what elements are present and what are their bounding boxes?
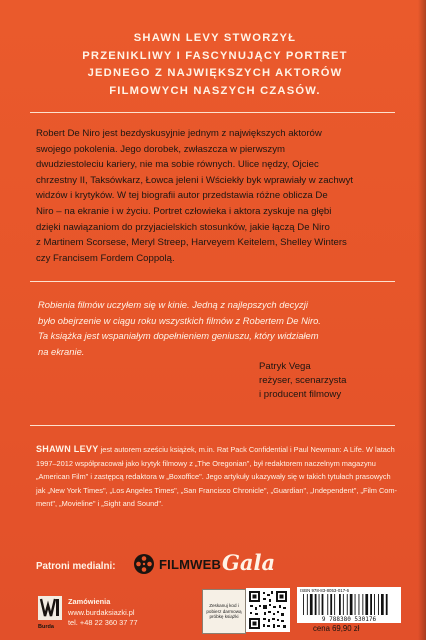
attribution-name: Patryk Vega xyxy=(259,361,311,372)
quote-attribution xyxy=(259,360,346,402)
barcode-digits: 9 788380 530176 xyxy=(321,616,377,623)
intro-line: Niro – na ekranie i w życiu. Portret człowieka i aktora zyskuje na głębi xyxy=(36,205,332,217)
divider-top xyxy=(30,112,395,113)
attribution-role: reżyser, scenarzysta xyxy=(259,375,347,386)
barcode-bar xyxy=(343,594,344,615)
intro-line: chrzestny II, Taksówkarz, Łowca jeleni i Wściekły byk wprawiały w zachwyt xyxy=(36,174,354,186)
intro-line: widzów i krytyków. W tej biografii autor przedstawia różne oblicza De xyxy=(36,190,328,202)
barcode-bar xyxy=(334,594,335,615)
intro-paragraph xyxy=(36,126,396,266)
scan-code-sticker xyxy=(202,589,246,634)
barcode-bar xyxy=(350,594,353,615)
isbn-number: ISBN 978-83-8053-017-6 xyxy=(300,588,350,593)
headline-line: SHAWN LEVY STWORZYŁ xyxy=(133,32,297,44)
author-bio-line: 1997–2012 współpracował jako krytyk filmowy z „The Oregonian", był redaktorem naczelnym magazynu xyxy=(36,458,376,468)
author-bio xyxy=(36,443,398,511)
publisher-website: www.burdaksiazki.pl xyxy=(68,607,135,617)
intro-line: czy Francisem Fordem Coppolą. xyxy=(36,252,175,264)
quote-line: na ekranie. xyxy=(38,345,85,357)
filmweb-wordmark: FILMWEB xyxy=(159,556,222,572)
burda-publisher-logo xyxy=(38,596,62,626)
barcode-bar xyxy=(365,594,368,615)
author-bio-line: ment", „Movieline" i „Sight and Sound". xyxy=(36,499,164,509)
barcode-bar xyxy=(374,594,375,615)
publisher-phone: tel. +48 22 360 37 77 xyxy=(68,618,138,627)
barcode-bar xyxy=(307,594,308,615)
intro-line: dzięki nawiązaniom do przyjacielskich stosunków, jakie łączą De Niro xyxy=(36,221,330,233)
price-label: cena 69,90 zł xyxy=(313,624,360,633)
attribution-role: i producent filmowy xyxy=(259,389,342,400)
barcode-bar xyxy=(319,594,320,615)
headline-line: JEDNEGO Z NAJWIĘKSZYCH AKTORÓW xyxy=(87,67,343,79)
intro-line: swojego pokolenia. Jego dorobek, zwłaszcza w pierwszym xyxy=(36,143,286,155)
divider-bottom xyxy=(30,425,395,426)
headline-line: PRZENIKLIWY I FASCYNUJĄCY PORTRET xyxy=(82,49,348,62)
filmweb-logo xyxy=(133,553,221,575)
divider-middle xyxy=(30,281,395,282)
quote-line: Ta książka jest wspaniałym dopełnieniem geniuszu, który widziałem xyxy=(38,330,319,342)
qr-code xyxy=(246,588,290,632)
barcode-bar xyxy=(330,594,332,615)
media-patrons-label: Patroni medialni: xyxy=(36,561,116,572)
barcode-bar xyxy=(370,594,372,615)
author-name: SHAWN LEVY xyxy=(36,444,99,454)
publisher-name: Burda xyxy=(38,624,54,630)
intro-line: Robert De Niro jest bezdyskusyjnie jednym z największych aktorów xyxy=(36,128,322,139)
quote-line: było obejrzenie w ciągu roku wszystkich filmów z Robertem De Niro. xyxy=(38,314,321,326)
orders-title: Zamówienia xyxy=(68,597,111,606)
barcode-bar xyxy=(327,594,328,615)
barcode-bar xyxy=(303,594,304,615)
barcode-bar xyxy=(347,594,348,615)
intro-line: z Martinem Scorsese, Meryl Streep, Harveyem Keitelem, Shelley Winters xyxy=(36,237,347,249)
intro-line: dwudziestoleciu kariery, nie ma sobie równych. Ulice nędzy, Ojciec xyxy=(36,159,319,171)
barcode-bar xyxy=(386,594,388,615)
barcode-bar xyxy=(359,594,360,615)
barcode-bar xyxy=(310,594,313,615)
quote-line: Robienia filmów uczyłem się w kinie. Jedną z najlepszych decyzji xyxy=(38,299,308,310)
author-bio-line: jak „New York Times", „Los Angeles Times", „San Francisco Chronicle", „Guardian", „Independent", „Film Com- xyxy=(36,485,398,495)
barcode-bar xyxy=(381,594,384,615)
sticker-text: Zeskanuj kod i pobierz darmową próbkę książki xyxy=(206,602,242,620)
author-bio-line: „American Film" i zastępcą redaktora w „Boxoffice". Jego artykuły ukazywały się w takich tytułach prasowych xyxy=(36,472,391,482)
barcode-bar xyxy=(362,594,363,615)
barcode-bar xyxy=(322,594,324,615)
headline xyxy=(30,30,400,100)
film-reel-icon xyxy=(133,553,155,575)
barcode-bar xyxy=(378,594,379,615)
gala-logo: Gala xyxy=(222,550,276,575)
order-info xyxy=(68,597,138,629)
barcode-bar xyxy=(355,594,356,615)
barcode-bar xyxy=(315,594,317,615)
cover-edge-shadow xyxy=(418,0,426,640)
barcode-bar xyxy=(339,594,341,615)
headline-line: FILMOWYCH NASZYCH CZASÓW. xyxy=(109,84,321,97)
testimonial-quote xyxy=(38,297,388,359)
author-bio-line: jest autorem sześciu książek, m.in. Rat Pack Confidential i Paul Newman: A Life. W latach xyxy=(100,445,395,454)
